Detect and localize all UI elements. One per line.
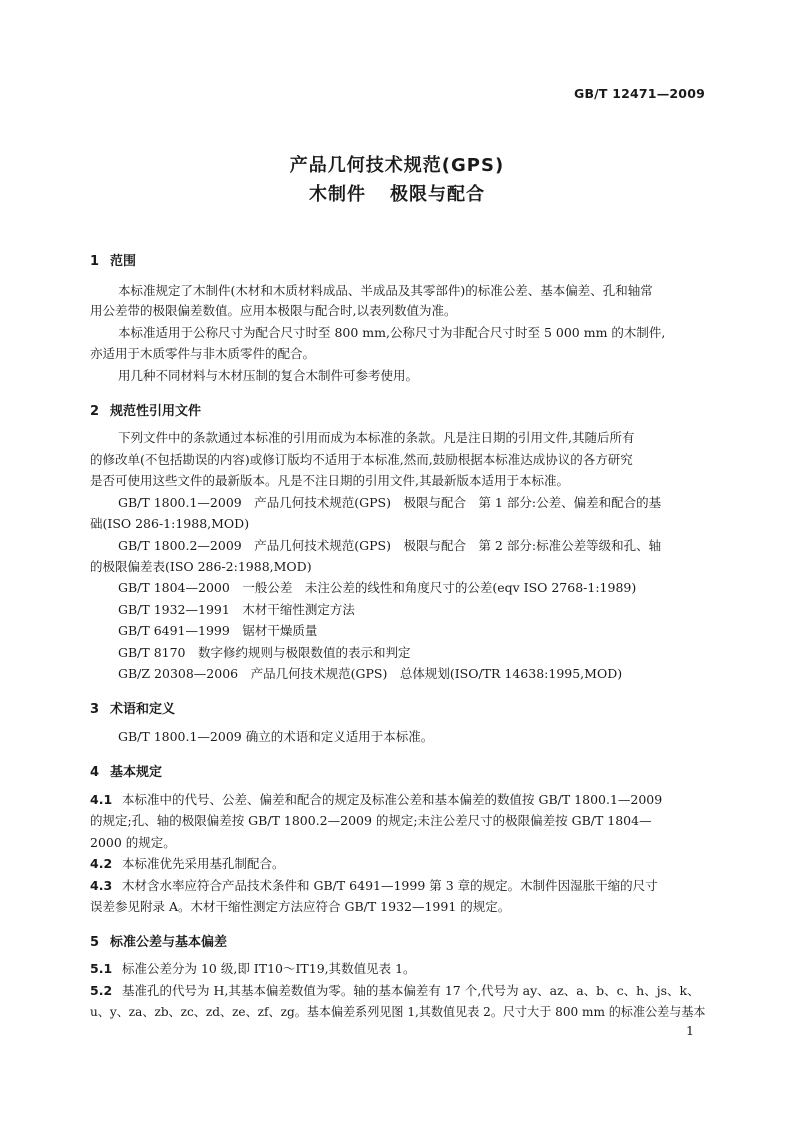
clause-text: 本标准优先采用基孔制配合。 — [122, 856, 285, 871]
reference-item-cont: 的极限偏差表(ISO 286-2:1988,MOD) — [90, 559, 312, 574]
text-line: 误差参见附录 A。木材干缩性测定方法应符合 GB/T 1932—1991 的规定。 — [90, 899, 511, 914]
clause-number: 4.2 — [90, 856, 113, 871]
title-part-limits-fits: 极限与配合 — [390, 184, 485, 205]
page-number: 1 — [686, 1023, 694, 1038]
document-title-line1: 产品几何技术规范(GPS) — [289, 155, 505, 176]
section-heading-terms-definitions — [90, 698, 175, 717]
clause-number: 4.1 — [90, 792, 113, 807]
section-heading-normative-references — [90, 400, 201, 419]
reference-item: GB/T 8170 数字修约规则与极限数值的表示和判定 — [118, 645, 411, 660]
section-title: 标准公差与基本偏差 — [110, 935, 228, 950]
section-heading-basic-provisions — [90, 761, 162, 780]
section-heading-scope — [90, 250, 136, 269]
clause-4-1 — [90, 792, 662, 808]
text-line: 的规定;孔、轴的极限偏差按 GB/T 1800.2—2009 的规定;未注公差尺寸的极限偏差按 GB/T 1804— — [90, 813, 652, 828]
reference-item: GB/T 1932—1991 木材干缩性测定方法 — [118, 602, 355, 617]
clause-number: 4.3 — [90, 878, 113, 893]
clause-text: 本标准中的代号、公差、偏差和配合的规定及标准公差和基本偏差的数值按 GB/T 1800.1—2009 — [122, 792, 663, 807]
reference-item: GB/T 6491—1999 锯材干燥质量 — [118, 623, 318, 638]
title-part-wood-parts: 木制件 — [309, 184, 366, 205]
standard-number: GB/T 12471—2009 — [573, 86, 705, 101]
text-line: 下列文件中的条款通过本标准的引用而成为本标准的条款。凡是注日期的引用文件,其随后所有 — [118, 430, 635, 445]
clause-number: 5.1 — [90, 961, 113, 976]
clause-text: 标准公差分为 10 级,即 IT10～IT19,其数值见表 1。 — [122, 961, 416, 976]
section-number: 3 — [90, 702, 100, 717]
reference-item-cont: 础(ISO 286-1:1988,MOD) — [90, 516, 250, 531]
clause-5-1 — [90, 961, 416, 977]
reference-item: GB/T 1800.2—2009 产品几何技术规范(GPS) 极限与配合 第 2 部分:标准公差等级和孔、轴 — [118, 538, 662, 553]
text-line: 2000 的规定。 — [90, 835, 176, 850]
section-heading-tolerances-deviations — [90, 931, 227, 950]
reference-item: GB/Z 20308—2006 产品几何技术规范(GPS) 总体规划(ISO/TR 14638:1995,MOD) — [118, 666, 623, 681]
text-line: 亦适用于木质零件与非木质零件的配合。 — [90, 346, 316, 361]
section-number: 5 — [90, 935, 100, 950]
section-number: 2 — [90, 404, 100, 419]
clause-text: 基准孔的代号为 H,其基本偏差数值为零。轴的基本偏差有 17 个,代号为 ay、az、a、b、c、h、js、k、 — [122, 983, 700, 998]
clause-4-2 — [90, 856, 285, 872]
reference-item: GB/T 1800.1—2009 产品几何技术规范(GPS) 极限与配合 第 1 部分:公差、偏差和配合的基 — [118, 495, 662, 510]
section-title: 基本规定 — [110, 765, 163, 780]
section-title: 规范性引用文件 — [110, 404, 202, 419]
text-line: 的修改单(不包括勘误的内容)或修订版均不适用于本标准,然而,鼓励根据本标准达成协议的各方研究 — [90, 452, 633, 467]
text-line: GB/T 1800.1—2009 确立的术语和定义适用于本标准。 — [118, 729, 434, 744]
clause-4-3 — [90, 878, 658, 894]
text-line: 用公差带的极限偏差数值。应用本极限与配合时,以表列数值为准。 — [90, 303, 457, 318]
text-line: 用几种不同材料与木材压制的复合木制件可参考使用。 — [118, 368, 419, 383]
document-title-line2 — [0, 180, 794, 206]
section-title: 范围 — [110, 254, 137, 269]
clause-number: 5.2 — [90, 983, 113, 998]
section-number: 1 — [90, 254, 100, 269]
section-number: 4 — [90, 765, 100, 780]
text-line: 本标准规定了木制件(木材和木质材料成品、半成品及其零部件)的标准公差、基本偏差、孔和轴常 — [118, 283, 653, 298]
clause-text: 木材含水率应符合产品技术条件和 GB/T 6491—1999 第 3 章的规定。木制件因湿胀干缩的尺寸 — [122, 878, 658, 893]
section-title: 术语和定义 — [110, 702, 176, 717]
text-line: 本标准适用于公称尺寸为配合尺寸时至 800 mm,公称尺寸为非配合尺寸时至 5 000 mm 的木制件, — [118, 325, 666, 340]
text-line: 是否可使用这些文件的最新版本。凡是不注日期的引用文件,其最新版本适用于本标准。 — [90, 473, 569, 488]
reference-item: GB/T 1804—2000 一般公差 未注公差的线性和角度尺寸的公差(eqv ISO 2768-1:1989) — [118, 580, 637, 595]
clause-5-2 — [90, 983, 700, 999]
text-line: u、y、za、zb、zc、zd、ze、zf、zg。基本偏差系列见图 1,其数值见表 2。尺寸大于 800 mm 的标准公差与基本 — [90, 1004, 706, 1019]
